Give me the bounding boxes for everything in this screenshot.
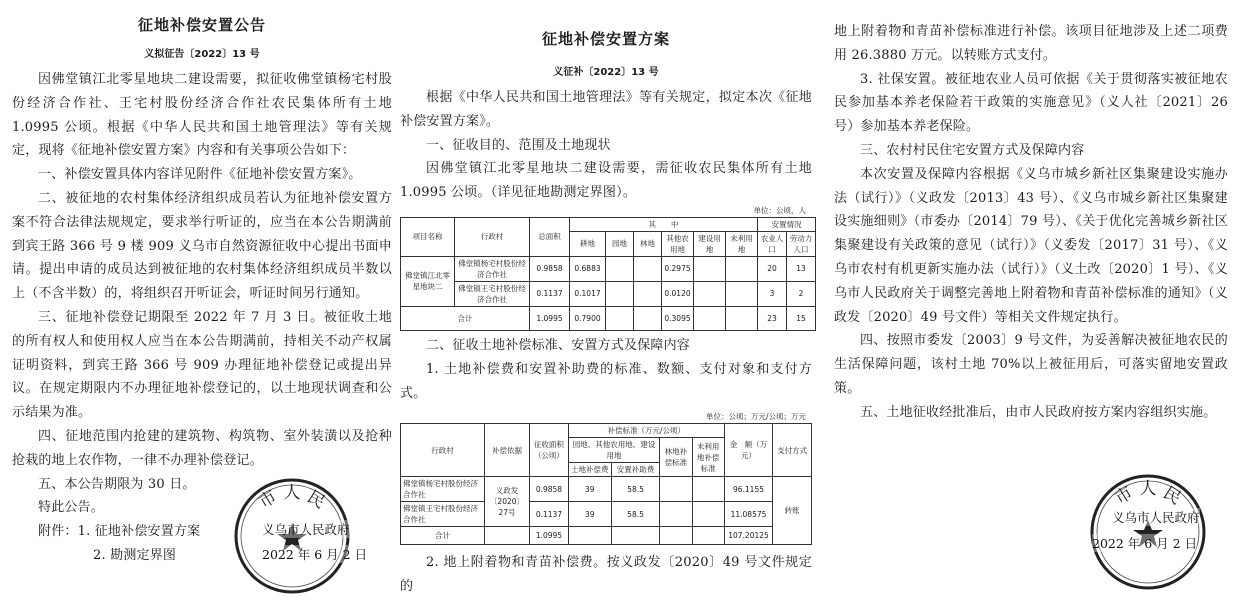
plan-section-text: 因佛堂镇江北零星地块二建设需要，需征收农民集体所有土地 1.0995 公顷。（详见征地勘测定界图）。 — [400, 161, 812, 201]
plan-doc-number: 义征补〔2022〕13 号 — [553, 67, 659, 78]
table1-total-cell — [634, 306, 662, 330]
table1-header: 总面积 — [530, 217, 570, 256]
notice-paragraph: 特此公告。 — [38, 500, 105, 516]
table2-cell: 58.5 — [611, 477, 659, 502]
table2-unit: 单位：公顷；万元/公顷；万元 — [705, 412, 806, 422]
table2-cell — [692, 477, 724, 502]
table2-header: 支付方式 — [773, 424, 812, 477]
table2-header: 金 额（万元） — [724, 424, 772, 477]
table2-total-area: 1.0995 — [530, 527, 569, 545]
table1-header: 项目名称 — [401, 217, 455, 256]
plan-section-heading: 一、征收目的、范围及土地现状 — [426, 137, 611, 153]
table1-subheader: 其他农用地 — [662, 231, 694, 256]
table2-cell: 39 — [568, 502, 611, 527]
table2-header: 征收面积（公顷） — [530, 424, 569, 477]
table2-cell: 39 — [568, 477, 611, 502]
table1-unit: 单位：公顷，人 — [753, 205, 806, 215]
table2-cell: 佛堂镇王宅村股份经济合作社 — [401, 502, 485, 527]
plan-item: 1. 土地补偿费和安置补助费的标准、数额、支付对象和支付方式。 — [400, 361, 812, 401]
table1-cell: 佛堂镇王宅村股份经济合作社 — [455, 281, 530, 306]
table1-cell: 佛堂镇杨宅村股份经济合作社 — [455, 256, 530, 281]
table1-cell — [634, 256, 662, 281]
plan-section-text: 五、土地征收经批准后，由市人民政府按方案内容组织实施。 — [860, 404, 1217, 420]
plan-section-heading: 二、征收土地补偿标准、安置方式及保障内容 — [426, 337, 691, 353]
table1-cell: 0.9858 — [530, 256, 570, 281]
table2-subheader: 林地补偿标准 — [660, 438, 692, 477]
table1-cell: 20 — [758, 256, 787, 281]
plan-item: 2. 地上附着物和青苗补偿费。按义政发〔2020〕49 号文件规定的 — [400, 555, 812, 595]
table1-total-cell: 0.7900 — [570, 306, 606, 330]
table1-cell — [634, 281, 662, 306]
notice-paragraph: 五、本公告期限为 30 日。 — [38, 476, 196, 492]
notice-paragraph: 三、征地补偿登记期限至 2022 年 7 月 3 日。被征收土地的所有权人和使用权人应当在本公告期满前，持相关不动产权属证明资料，到宾王路 366 号 909 办理征地补偿登记或提出异议。在规定期限内不办理征地补偿登记的，以土地现状调查和公示结果为准。 — [12, 309, 392, 421]
notice-paragraph: 二、被征地的农村集体经济组织成员若认为征地补偿安置方案不符合法律法规规定，要求举行听证的，应当在本公告期满前到宾王路 366 号 9 楼 909 义乌市自然资源征收中心提出书面申请。提出申请的成员达到被征地的农村集体经济组织成员半数以上（不含半数）的，将组织召开听证会，听证时间另行通知。 — [12, 190, 392, 302]
table2-subheader: 安置补助费 — [611, 463, 659, 477]
notice-title: 征地补偿安置公告 — [137, 16, 266, 34]
table1-total-cell: 15 — [787, 306, 816, 330]
table1-cell — [694, 256, 726, 281]
table1-cell: 0.0120 — [662, 281, 694, 306]
table2-pay: 转账 — [773, 477, 812, 545]
table1-project: 佛堂镇江北零星地块二 — [401, 256, 455, 306]
seal-arc-text: 市 人 民 — [255, 483, 329, 513]
table2-cell: 11.08575 — [724, 502, 772, 527]
table2-subheader: 土地补偿费 — [568, 463, 611, 477]
land-status-table — [400, 217, 816, 331]
table2-subheader: 园地、其他农用地、建设用地 — [568, 438, 659, 463]
table1-cell — [606, 281, 634, 306]
plan-section-text: 本次安置及保障内容根据《义乌市城乡新社区集聚建设实施办法（试行）》（义政发〔2013〕43 号）、《义乌市城乡新社区集聚建设实施细则》（市委办〔2014〕79 号）、《关于优化完善城乡新社区集聚建设有关政策的意见（试行）》（义委发〔2017〕31 号）、《义乌市农村有机更新实施办法（试行）》（义土改〔2020〕1 号）、《义乌市人民政府关于调整完善地上附着物和青苗补偿标准的通知》（义政发〔2020〕49 号文件）等相关文件规定执行。 — [834, 166, 1228, 325]
seal-date: 2022 年 6 月 2 日 — [1092, 536, 1198, 551]
table2-cell — [692, 502, 724, 527]
notice-paragraph: 因佛堂镇江北零星地块二建设需要，拟征收佛堂镇杨宅村股份经济合作社、王宅村股份经济合作社农民集体所有土地 1.0995 公顷。根据《中华人民共和国土地管理法》等有关规定，现将《征地补偿安置方案》内容和有关事项公告如下： — [12, 72, 392, 159]
table2-cell: 佛堂镇杨宅村股份经济合作社 — [401, 477, 485, 502]
table1-cell: 0.1137 — [530, 281, 570, 306]
table2-header: 补偿依据 — [484, 424, 529, 477]
table1-cell — [726, 256, 758, 281]
table1-subheader: 耕地 — [570, 231, 606, 256]
table1-subheader: 建设用地 — [694, 231, 726, 256]
table1-cell — [726, 281, 758, 306]
table2-cell — [660, 502, 692, 527]
notice-attachment-1: 附件：1. 征地补偿安置方案 — [38, 524, 201, 540]
plan-item: 3. 社保安置。被征地农业人员可依据《关于贯彻落实被征地农民参加基本养老保险若干政策的实施意见》（义人社〔2021〕26 号）参加基本养老保险。 — [834, 71, 1228, 135]
plan-column — [400, 0, 822, 605]
table1-subheader: 劳动力人口 — [787, 231, 816, 256]
seal-issuer: 义乌市人民政府 — [262, 522, 350, 537]
table1-total-cell: 23 — [758, 306, 787, 330]
table1-cell: 13 — [787, 256, 816, 281]
table1-subheader: 园地 — [606, 231, 634, 256]
seal-date: 2022 年 6 月 2 日 — [262, 547, 368, 562]
table1-cell: 0.1017 — [570, 281, 606, 306]
table1-cell: 0.2975 — [662, 256, 694, 281]
table2-basis: 义政发〔2020〕27号 — [484, 477, 529, 527]
table1-header: 安置情况 — [758, 217, 816, 231]
plan-title: 征地补偿安置方案 — [541, 30, 670, 48]
table2-cell: 58.5 — [611, 502, 659, 527]
table2-total-label: 合计 — [401, 527, 485, 545]
table2-cell: 0.1137 — [530, 502, 569, 527]
notice-paragraph: 四、征地范围内抢建的建筑物、构筑物、室外装潢以及抢种抢栽的地上农作物，一律不办理补偿登记。 — [12, 428, 392, 468]
notice-doc-number: 义拟征告〔2022〕13 号 — [144, 49, 260, 60]
table1-total-cell: 0.3095 — [662, 306, 694, 330]
plan-intro: 根据《中华人民共和国土地管理法》等有关规定，拟定本次《征地补偿安置方案》。 — [400, 90, 812, 129]
table1-subheader: 林地 — [634, 231, 662, 256]
table1-header: 其 中 — [570, 217, 758, 231]
table2-subheader: 未利用地补偿标准 — [692, 438, 724, 477]
table1-cell: 2 — [787, 281, 816, 306]
table1-cell: 0.6883 — [570, 256, 606, 281]
government-seal — [1088, 472, 1208, 592]
compensation-table — [400, 423, 812, 545]
table2-header: 补偿标准（万元/公顷） — [568, 424, 724, 438]
table1-total-cell — [606, 306, 634, 330]
table2-total-amount: 107.20125 — [724, 527, 772, 545]
table1-subheader: 未利用地 — [726, 231, 758, 256]
notice-paragraph: 一、补偿安置具体内容详见附件《征地补偿安置方案》。 — [38, 167, 362, 183]
table2-cell: 96.1155 — [724, 477, 772, 502]
table1-total-cell — [726, 306, 758, 330]
table1-total-label: 合计 — [401, 306, 530, 330]
table1-subheader: 农业人口 — [758, 231, 787, 256]
plan-item-continued: 地上附着物和青苗补偿标准进行补偿。该项目征地涉及上述二项费用 26.3880 万元。以转账方式支付。 — [834, 24, 1228, 63]
table1-cell — [606, 256, 634, 281]
table1-cell — [694, 281, 726, 306]
table1-total-cell: 1.0995 — [530, 306, 570, 330]
notice-attachment-2: 2. 勘测定界图 — [93, 547, 177, 563]
plan-section-heading: 三、农村村民住宅安置方式及保障内容 — [860, 142, 1085, 158]
table1-header: 行政村 — [455, 217, 530, 256]
seal-arc-text: 市 人 民 — [1111, 479, 1185, 509]
table1-cell: 3 — [758, 281, 787, 306]
table2-cell: 0.9858 — [530, 477, 569, 502]
seal-issuer: 义乌市人民政府 — [1112, 510, 1200, 525]
table2-cell — [660, 477, 692, 502]
table1-total-cell — [694, 306, 726, 330]
plan-section-text: 四、按照市委发〔2003〕9 号文件，为妥善解决被征地农民的生活保障问题，该村土地 70%以上被征用后，可落实留地安置政策。 — [834, 333, 1228, 396]
table2-header: 行政村 — [401, 424, 485, 477]
